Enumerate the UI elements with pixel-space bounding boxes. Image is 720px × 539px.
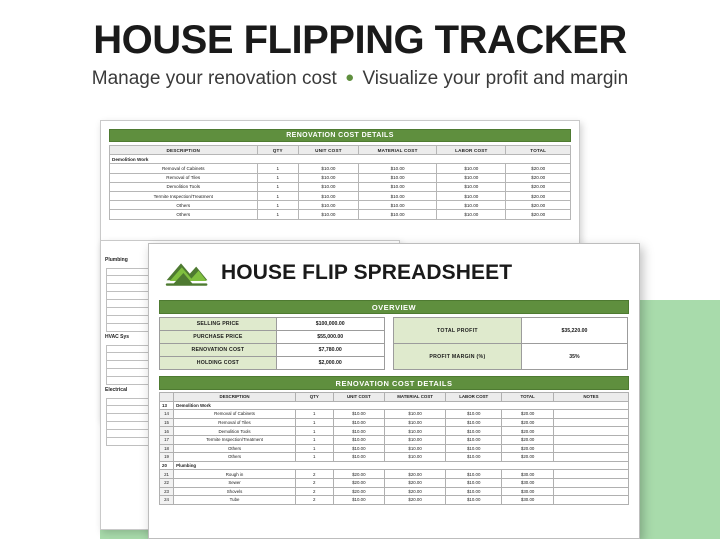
- overview-value: $7,780.00: [276, 344, 384, 357]
- overview-value: $55,000.00: [276, 331, 384, 344]
- cell-material-cost: $10.00: [358, 191, 436, 200]
- cell-labor-cost: $10.00: [437, 164, 506, 173]
- cell-unit-cost: $10.00: [333, 418, 385, 427]
- cell-unit-cost: $10.00: [333, 427, 385, 436]
- cell-qty: 1: [257, 191, 298, 200]
- cell-unit-cost: $10.00: [299, 191, 359, 200]
- front-header: [149, 244, 639, 300]
- col-total: TOTAL: [506, 146, 571, 155]
- white-left-block: [0, 300, 100, 539]
- cell-total: $30.00: [502, 487, 554, 496]
- bullet-separator-icon: ●: [345, 69, 355, 86]
- cell-notes: [553, 496, 628, 505]
- summary-value: 35%: [522, 344, 627, 370]
- cell-qty: 1: [257, 173, 298, 182]
- cell-qty: 2: [296, 487, 334, 496]
- cell-total: $20.00: [506, 210, 571, 219]
- overview-value: $2,000.00: [276, 357, 384, 370]
- summary-label: TOTAL PROFIT: [393, 318, 522, 344]
- front-title: HOUSE FLIP SPREADSHEET: [221, 261, 513, 284]
- cell-notes: [553, 478, 628, 487]
- overview-banner: OVERVIEW: [159, 300, 629, 314]
- cell-qty: 1: [257, 182, 298, 191]
- cell-material-cost: $10.00: [358, 210, 436, 219]
- cell-material-cost: $20.00: [385, 496, 446, 505]
- cell-rownum: 23: [160, 487, 174, 496]
- table-row[interactable]: [160, 496, 629, 505]
- overview-label: PURCHASE PRICE: [160, 331, 277, 344]
- table-row[interactable]: [160, 427, 629, 436]
- cell-material-cost: $10.00: [385, 427, 446, 436]
- cell-material-cost: $10.00: [358, 173, 436, 182]
- cell-total: $20.00: [506, 164, 571, 173]
- col-description: DESCRIPTION: [174, 393, 296, 402]
- cell-description: Removal of Cabinets: [174, 410, 296, 419]
- cell-rownum: 18: [160, 444, 174, 453]
- col-total: TOTAL: [502, 393, 554, 402]
- table-row[interactable]: [160, 410, 629, 419]
- cell-labor-cost: $10.00: [446, 496, 502, 505]
- subtitle-right: Visualize your profit and margin: [362, 68, 629, 89]
- cell-total: $20.00: [502, 427, 554, 436]
- col-qty: QTY: [257, 146, 298, 155]
- cell-notes: [553, 470, 628, 479]
- table-row[interactable]: [110, 164, 571, 173]
- cell-total: $20.00: [506, 173, 571, 182]
- cell-description: Rough in: [174, 470, 296, 479]
- cell-qty: 1: [257, 164, 298, 173]
- cell-total: $20.00: [502, 444, 554, 453]
- cell-rownum: 19: [160, 453, 174, 462]
- col-material-cost: MATERIAL COST: [385, 393, 446, 402]
- col-material-cost: MATERIAL COST: [358, 146, 436, 155]
- cell-labor-cost: $10.00: [437, 210, 506, 219]
- cell-total: $30.00: [502, 478, 554, 487]
- overview-value: $100,000.00: [276, 318, 384, 331]
- detail-banner: RENOVATION COST DETAILS: [159, 376, 629, 390]
- cell-unit-cost: $10.00: [333, 453, 385, 462]
- summary-label: PROFIT MARGIN (%): [393, 344, 522, 370]
- front-spreadsheet[interactable]: [148, 243, 640, 539]
- cell-rownum: 20: [160, 461, 174, 470]
- left-label-hvac: HVAC Sys: [105, 334, 130, 340]
- cell-rownum: 22: [160, 478, 174, 487]
- cell-unit-cost: $20.00: [333, 487, 385, 496]
- table-row[interactable]: [110, 173, 571, 182]
- cell-notes: [553, 453, 628, 462]
- overview-section: [159, 317, 629, 370]
- left-label-electrical: Electrical: [105, 387, 128, 393]
- cell-notes: [553, 410, 628, 419]
- cell-rownum: 14: [160, 410, 174, 419]
- cell-material-cost: $10.00: [385, 453, 446, 462]
- table-row[interactable]: [160, 418, 629, 427]
- cell-unit-cost: $20.00: [333, 470, 385, 479]
- table-row[interactable]: [110, 182, 571, 191]
- left-label-plumbing: Plumbing: [105, 257, 128, 263]
- cell-unit-cost: $10.00: [333, 435, 385, 444]
- cell-total: $30.00: [502, 470, 554, 479]
- cell-labor-cost: $10.00: [437, 182, 506, 191]
- cell-total: $20.00: [502, 435, 554, 444]
- cell-notes: [553, 487, 628, 496]
- cell-material-cost: $20.00: [385, 478, 446, 487]
- cell-labor-cost: $10.00: [446, 453, 502, 462]
- cell-rownum: 17: [160, 435, 174, 444]
- cell-qty: 1: [296, 418, 334, 427]
- cell-rownum: 13: [160, 401, 174, 410]
- cell-notes: [553, 427, 628, 436]
- page-subtitle: [0, 68, 720, 90]
- col-labor-cost: LABOR COST: [437, 146, 506, 155]
- section-row: [160, 461, 629, 470]
- front-detail-table: [159, 392, 629, 505]
- summary-row[interactable]: [393, 344, 627, 370]
- cell-unit-cost: $10.00: [333, 496, 385, 505]
- cell-material-cost: $10.00: [385, 410, 446, 419]
- table-row[interactable]: [160, 435, 629, 444]
- page-title: HOUSE FLIPPING TRACKER: [93, 18, 627, 62]
- cell-description: Others: [174, 453, 296, 462]
- col-description: DESCRIPTION: [110, 146, 258, 155]
- table-header-row: [110, 146, 571, 155]
- col-unit-cost: UNIT COST: [299, 146, 359, 155]
- overview-label: HOLDING COST: [160, 357, 277, 370]
- section-row: [160, 401, 629, 410]
- cell-qty: 2: [296, 470, 334, 479]
- cell-total: $20.00: [502, 410, 554, 419]
- section-row: [110, 155, 571, 164]
- cell-rownum: 16: [160, 427, 174, 436]
- cell-qty: 1: [296, 427, 334, 436]
- cell-unit-cost: $10.00: [299, 201, 359, 210]
- cell-qty: 1: [257, 210, 298, 219]
- col-labor-cost: LABOR COST: [446, 393, 502, 402]
- cell-unit-cost: $20.00: [333, 478, 385, 487]
- cell-description: Others: [174, 444, 296, 453]
- overview-summary-table: [393, 317, 628, 370]
- col-unit-cost: UNIT COST: [333, 393, 385, 402]
- cell-labor-cost: $10.00: [446, 410, 502, 419]
- cell-unit-cost: $10.00: [299, 164, 359, 173]
- cell-qty: 1: [296, 453, 334, 462]
- cell-total: $20.00: [502, 453, 554, 462]
- cell-description: Removal of Tiles: [174, 418, 296, 427]
- table-row[interactable]: [110, 210, 571, 219]
- cell-description: Demolition Tools: [110, 182, 258, 191]
- table-row[interactable]: [110, 191, 571, 200]
- cell-qty: 2: [296, 496, 334, 505]
- cell-rownum: 24: [160, 496, 174, 505]
- cell-material-cost: $10.00: [385, 435, 446, 444]
- section-label: Demolition Work: [174, 401, 629, 410]
- cell-total: $20.00: [506, 191, 571, 200]
- cell-material-cost: $10.00: [385, 444, 446, 453]
- cell-description: Termite Inspection/Treatment: [174, 435, 296, 444]
- cell-total: $20.00: [502, 418, 554, 427]
- overview-row[interactable]: [160, 357, 385, 370]
- cell-description: Sewer: [174, 478, 296, 487]
- cell-description: Tube: [174, 496, 296, 505]
- cell-material-cost: $20.00: [385, 470, 446, 479]
- cell-labor-cost: $10.00: [446, 444, 502, 453]
- cell-description: Others: [110, 201, 258, 210]
- back-detail-table: [109, 145, 571, 220]
- cell-labor-cost: $10.00: [446, 435, 502, 444]
- cell-qty: 2: [296, 478, 334, 487]
- table-row[interactable]: [110, 201, 571, 210]
- section-label: Plumbing: [174, 461, 629, 470]
- cell-description: Others: [110, 210, 258, 219]
- summary-value: $35,220.00: [522, 318, 627, 344]
- table-row[interactable]: [160, 487, 629, 496]
- cell-total: $20.00: [506, 182, 571, 191]
- cell-labor-cost: $10.00: [437, 201, 506, 210]
- mountain-house-logo-icon: [165, 256, 209, 290]
- overview-row[interactable]: [160, 318, 385, 331]
- cell-unit-cost: $10.00: [299, 210, 359, 219]
- cell-description: Termite Inspection/Treatment: [110, 191, 258, 200]
- cell-labor-cost: $10.00: [446, 427, 502, 436]
- table-row[interactable]: [160, 478, 629, 487]
- cell-material-cost: $10.00: [385, 418, 446, 427]
- cell-material-cost: $20.00: [385, 487, 446, 496]
- col-qty: QTY: [296, 393, 334, 402]
- cell-description: Removal of Tiles: [110, 173, 258, 182]
- cell-material-cost: $10.00: [358, 182, 436, 191]
- cell-unit-cost: $10.00: [333, 444, 385, 453]
- cell-unit-cost: $10.00: [333, 410, 385, 419]
- cell-total: $30.00: [502, 496, 554, 505]
- cell-total: $20.00: [506, 201, 571, 210]
- cell-material-cost: $10.00: [358, 201, 436, 210]
- cell-description: Demolition Tools: [174, 427, 296, 436]
- cell-qty: 1: [296, 435, 334, 444]
- cell-labor-cost: $10.00: [446, 418, 502, 427]
- cell-labor-cost: $10.00: [446, 487, 502, 496]
- overview-inputs-table: [159, 317, 385, 370]
- cell-unit-cost: $10.00: [299, 182, 359, 191]
- table-header-row: [160, 393, 629, 402]
- cell-labor-cost: $10.00: [437, 191, 506, 200]
- cell-labor-cost: $10.00: [446, 470, 502, 479]
- cell-description: Removal of Cabinets: [110, 164, 258, 173]
- cell-unit-cost: $10.00: [299, 173, 359, 182]
- table-row[interactable]: [160, 470, 629, 479]
- section-label: Demolition Work: [110, 155, 571, 164]
- back-banner: RENOVATION COST DETAILS: [109, 129, 571, 142]
- overview-label: SELLING PRICE: [160, 318, 277, 331]
- cell-qty: 1: [296, 410, 334, 419]
- overview-label: RENOVATION COST: [160, 344, 277, 357]
- cell-material-cost: $10.00: [358, 164, 436, 173]
- overview-row[interactable]: [160, 331, 385, 344]
- cell-rownum: 21: [160, 470, 174, 479]
- table-row[interactable]: [160, 444, 629, 453]
- cell-notes: [553, 435, 628, 444]
- cell-qty: 1: [257, 201, 298, 210]
- summary-row[interactable]: [393, 318, 627, 344]
- subtitle-left: Manage your renovation cost: [91, 68, 337, 89]
- cell-labor-cost: $10.00: [446, 478, 502, 487]
- table-row[interactable]: [160, 453, 629, 462]
- cell-qty: 1: [296, 444, 334, 453]
- cell-description: Shovels: [174, 487, 296, 496]
- cell-notes: [553, 418, 628, 427]
- cell-rownum: 15: [160, 418, 174, 427]
- col-notes: NOTES: [553, 393, 628, 402]
- rownum-header: [160, 393, 174, 402]
- cell-notes: [553, 444, 628, 453]
- overview-row[interactable]: [160, 344, 385, 357]
- cell-labor-cost: $10.00: [437, 173, 506, 182]
